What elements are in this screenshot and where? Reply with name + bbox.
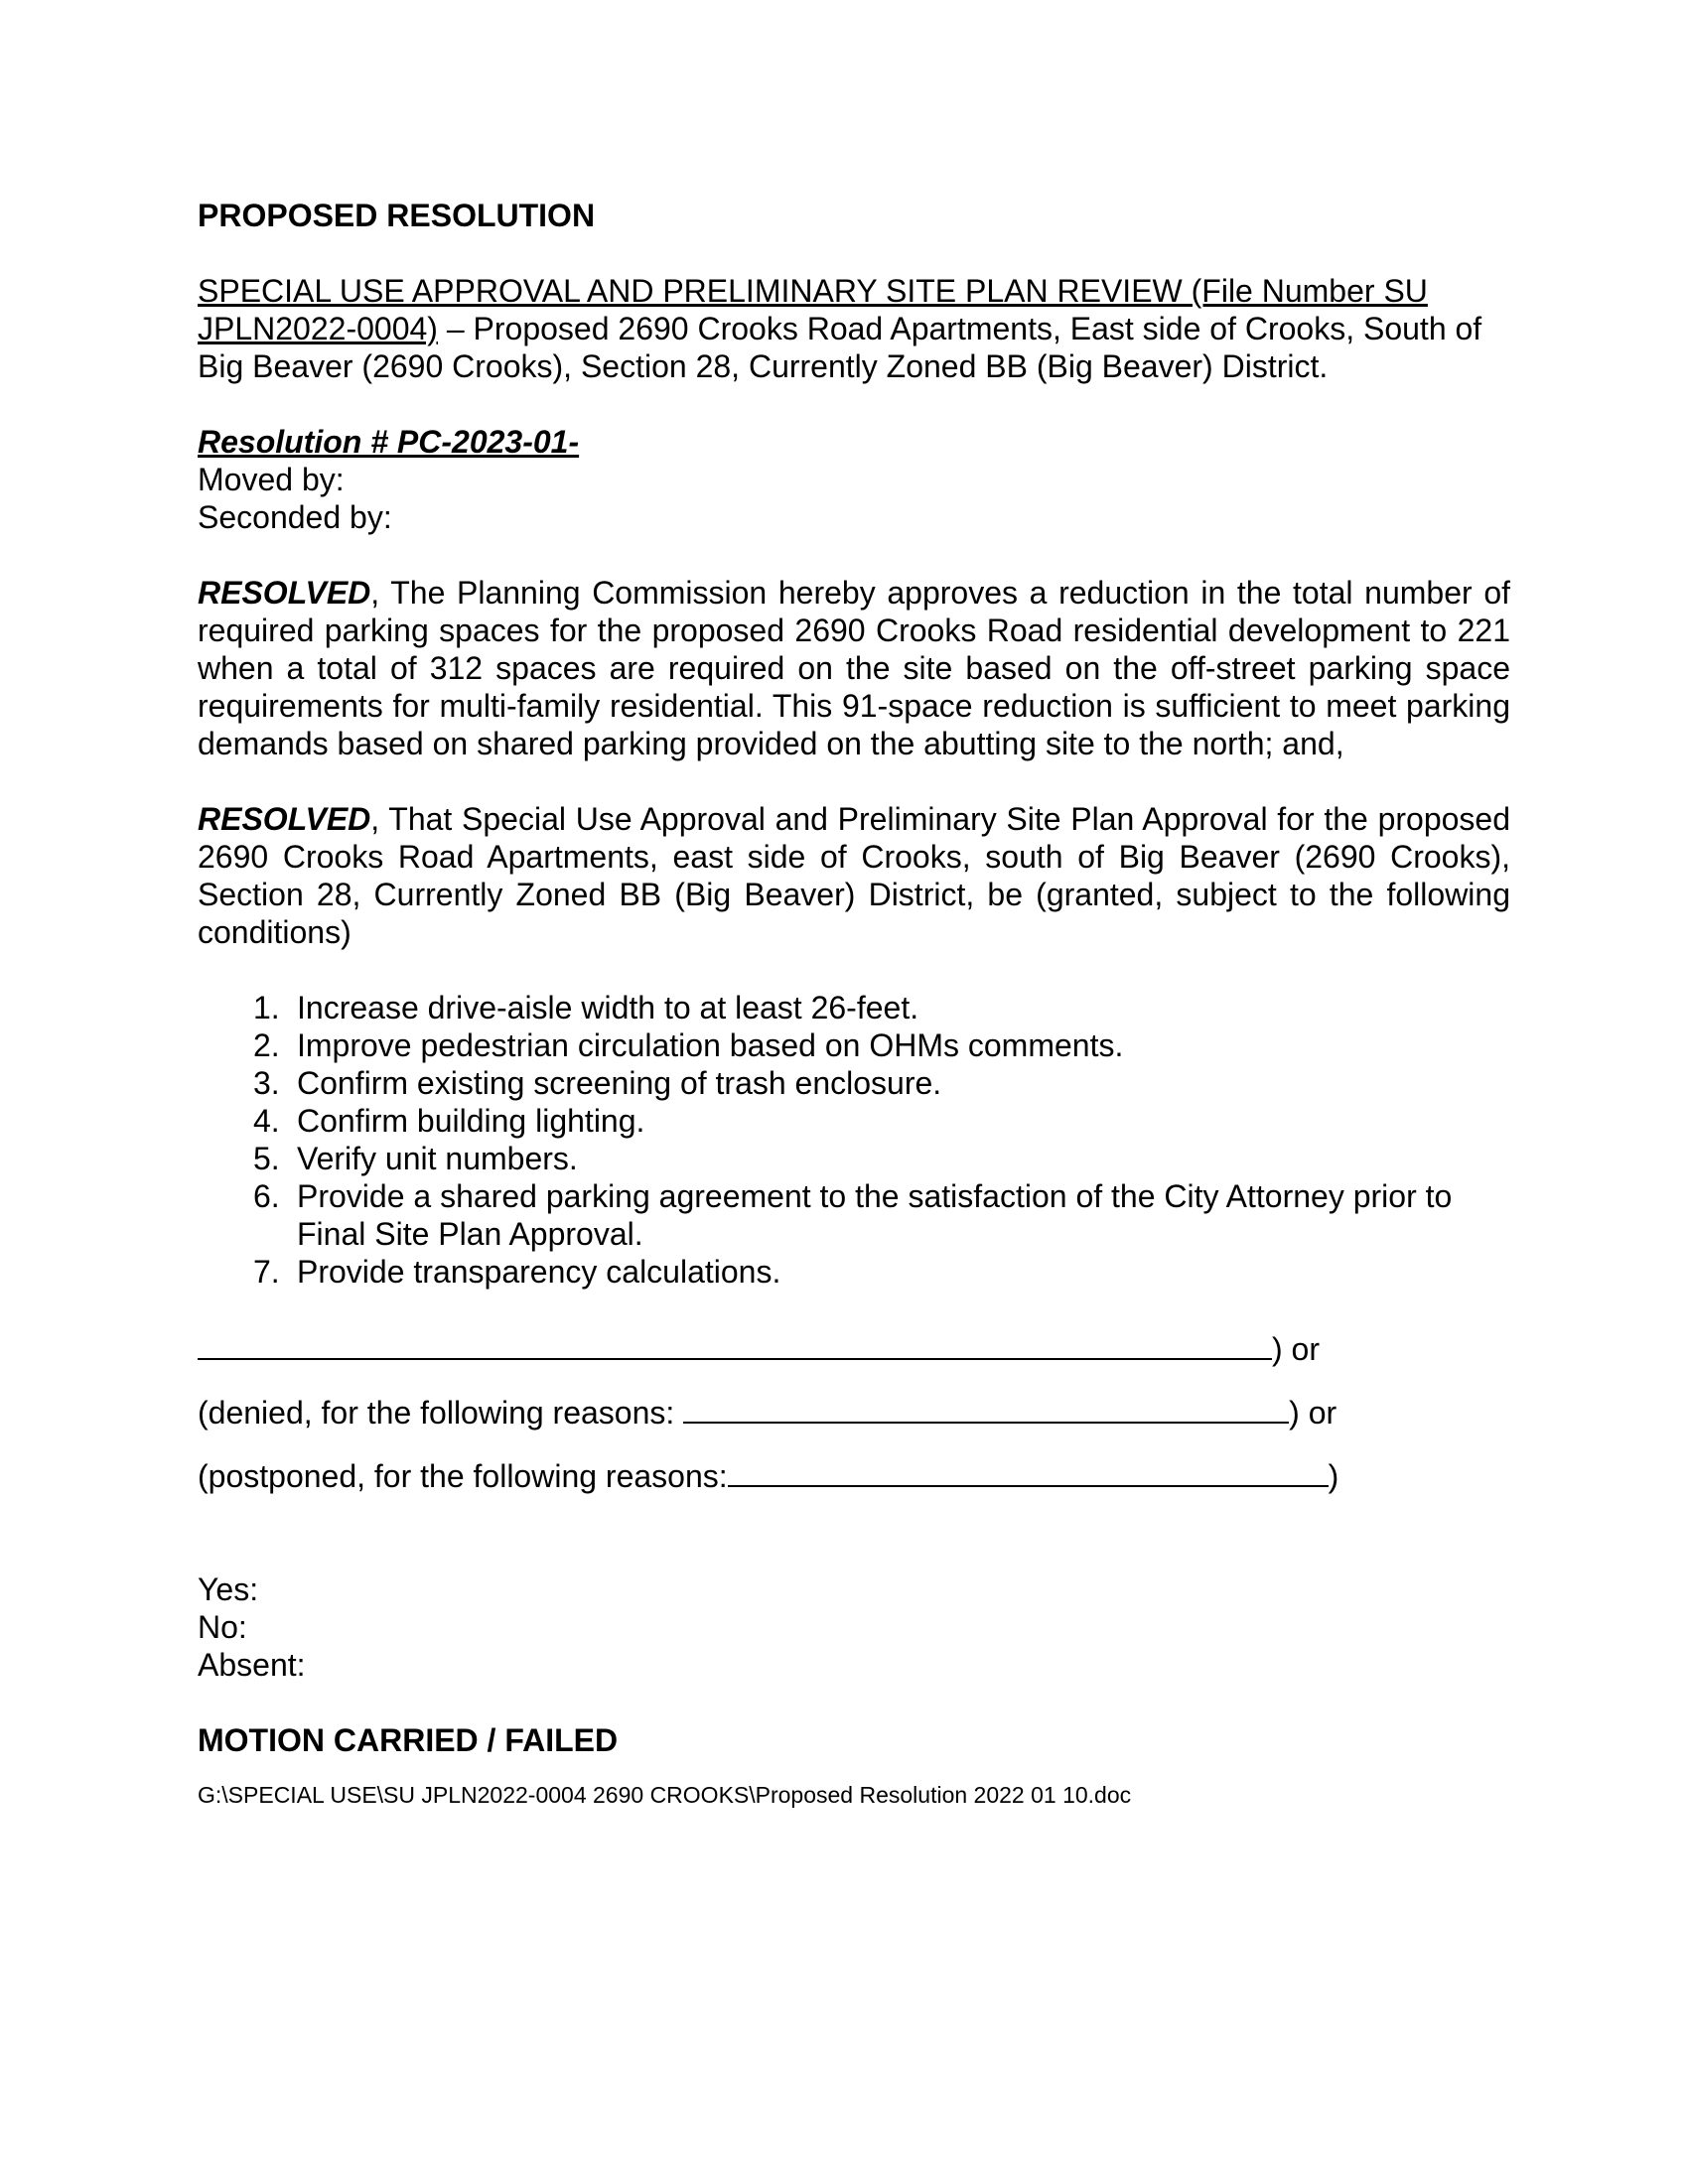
condition-text: Improve pedestrian circulation based on OHMs comments.	[297, 1027, 1124, 1063]
resolved-lead-1: RESOLVED	[198, 575, 371, 611]
condition-item	[198, 1064, 1510, 1102]
condition-number: 6.	[253, 1178, 280, 1214]
condition-item	[198, 1253, 1510, 1291]
condition-number: 4.	[253, 1103, 280, 1139]
condition-text: Confirm existing screening of trash enclosure.	[297, 1065, 942, 1101]
motion-status: MOTION CARRIED / FAILED	[198, 1722, 619, 1758]
vote-yes-label: Yes:	[198, 1571, 259, 1607]
condition-number: 3.	[253, 1065, 280, 1101]
resolved-paragraph-2	[198, 800, 1510, 951]
condition-item	[198, 1140, 1510, 1177]
condition-item	[198, 989, 1510, 1026]
condition-item	[198, 1026, 1510, 1064]
condition-number: 5.	[253, 1141, 280, 1176]
moved-by-label: Moved by:	[198, 462, 345, 497]
condition-number: 7.	[253, 1254, 280, 1290]
denied-blank[interactable]	[683, 1392, 1289, 1424]
granted-suffix: ) or	[1272, 1331, 1320, 1367]
seconded-by-label: Seconded by:	[198, 499, 392, 535]
denied-suffix: ) or	[1289, 1395, 1337, 1431]
postponed-suffix: )	[1328, 1458, 1339, 1494]
condition-text: Confirm building lighting.	[297, 1103, 645, 1139]
condition-text: Increase drive-aisle width to at least 26-feet.	[297, 990, 919, 1025]
granted-blank[interactable]	[198, 1328, 1272, 1360]
denied-prefix: (denied, for the following reasons:	[198, 1395, 684, 1431]
vote-no-label: No:	[198, 1609, 247, 1645]
conditions-list	[198, 989, 1510, 1291]
vote-tally	[198, 1570, 1510, 1684]
condition-number: 1.	[253, 990, 280, 1025]
resolved-text-1: , The Planning Commission hereby approves a reduction in the total number of required parking spaces for the proposed 2690 Crooks Road residential development to 221 when a total of 312 spaces are required on the site based on the off-street parking space requirements for multi-family residential. This 91-space reduction is sufficient to meet parking demands based on shared parking provided on the abutting site to the north; and,	[198, 575, 1510, 761]
condition-text: Provide transparency calculations.	[297, 1254, 781, 1290]
subject-rest: – Proposed 2690 Crooks Road Apartments, East side of Crooks, South of Big Beaver (2690 Crooks), Section 28, Currently Zoned BB (Big Beaver) District.	[198, 311, 1482, 384]
condition-item	[198, 1102, 1510, 1140]
postponed-blank[interactable]	[728, 1455, 1329, 1487]
postponed-line	[198, 1455, 1510, 1495]
granted-line	[198, 1328, 1510, 1368]
subject-underlined: SPECIAL USE APPROVAL AND PRELIMINARY SITE PLAN REVIEW (File Number SU JPLN2022-0004)	[198, 273, 1428, 346]
document-title: PROPOSED RESOLUTION	[198, 198, 596, 233]
resolved-text-2: , That Special Use Approval and Preliminary Site Plan Approval for the proposed 2690 Crooks Road Apartments, east side of Crooks, south of Big Beaver (2690 Crooks), Section 28, Currently Zoned BB (Big Beaver) District, be (granted, subject to the following conditions)	[198, 801, 1510, 950]
file-path: G:\SPECIAL USE\SU JPLN2022-0004 2690 CROOKS\Proposed Resolution 2022 01 10.doc	[198, 1782, 1132, 1808]
denied-line	[198, 1392, 1510, 1432]
postponed-prefix: (postponed, for the following reasons:	[198, 1458, 728, 1494]
resolved-paragraph-1	[198, 574, 1510, 762]
resolution-document	[198, 197, 1510, 1809]
subject-line	[198, 272, 1510, 385]
resolution-number: Resolution # PC-2023-01-	[198, 424, 580, 460]
condition-text: Verify unit numbers.	[297, 1141, 578, 1176]
vote-absent-label: Absent:	[198, 1647, 306, 1683]
condition-text: Provide a shared parking agreement to the satisfaction of the City Attorney prior to Final Site Plan Approval.	[297, 1178, 1453, 1252]
condition-number: 2.	[253, 1027, 280, 1063]
condition-item	[198, 1177, 1510, 1253]
resolved-lead-2: RESOLVED	[198, 801, 371, 837]
